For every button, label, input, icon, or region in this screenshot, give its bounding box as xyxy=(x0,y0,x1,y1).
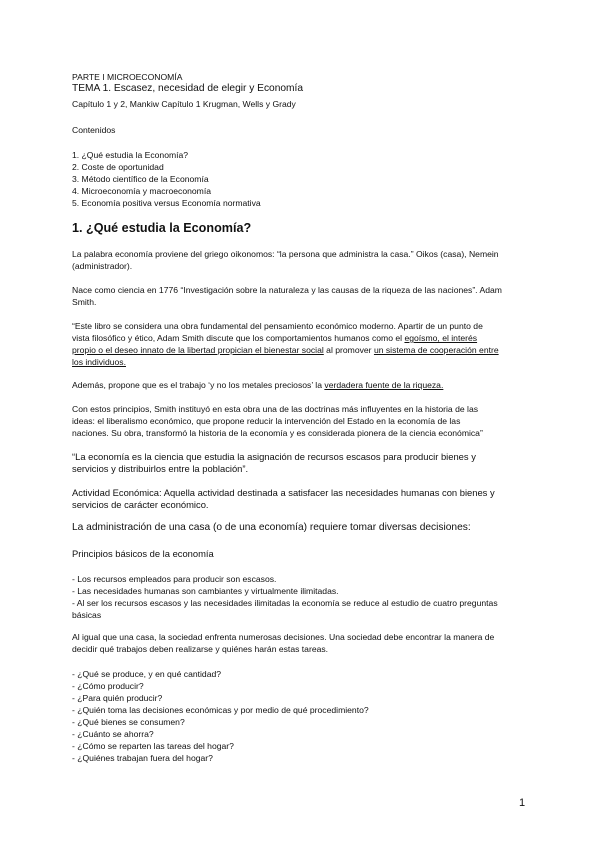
question-item: - ¿Cómo se reparten las tareas del hogar? xyxy=(72,741,234,751)
admin-statement: La administración de una casa (o de una economía) requiere tomar diversas decisiones: xyxy=(72,522,471,533)
topic-title: TEMA 1. Escasez, necesidad de elegir y Economía xyxy=(72,83,304,94)
question-item: - ¿Cómo producir? xyxy=(72,681,144,691)
question-item: - ¿Cuánto se ahorra? xyxy=(72,729,154,739)
quote-line xyxy=(72,345,499,355)
question-item: - ¿Qué bienes se consumen? xyxy=(72,717,185,727)
quote-text: vista filosófico y ético, Adam Smith discute que los comportamientos humanos como el xyxy=(72,333,405,343)
quote-line xyxy=(72,357,126,367)
underlined-text: verdadera fuente de la riqueza. xyxy=(324,380,444,390)
underlined-text: egoísmo, el interés xyxy=(404,333,478,343)
chapter-references: Capítulo 1 y 2, Mankiw Capítulo 1 Krugman, Wells y Grady xyxy=(72,99,296,109)
paragraph-line: (administrador). xyxy=(72,261,133,271)
paragraph-line: La palabra economía proviene del griego oikonomos: “la persona que administra la casa.” Oikos (casa), Nemein xyxy=(72,249,499,259)
paragraph-line: ideas: el liberalismo económico, que propone reducir la intervención del Estado en la economía de las xyxy=(72,416,461,426)
contents-item: 1. ¿Qué estudia la Economía? xyxy=(72,150,189,160)
contents-heading: Contenidos xyxy=(72,125,116,135)
quote-text: al promover xyxy=(323,345,374,355)
paragraph-line xyxy=(72,380,443,390)
paragraph-text: Además, propone que es el trabajo ‘y no los metales preciosos’ la xyxy=(72,380,325,390)
principle-item: - Los recursos empleados para producir son escasos. xyxy=(72,574,277,584)
definition-line: servicios y distribuirlos entre la población”. xyxy=(72,463,249,474)
underlined-text: un sistema de cooperación entre xyxy=(373,345,499,355)
question-item: - ¿Qué se produce, y en qué cantidad? xyxy=(72,669,222,679)
contents-item: 4. Microeconomía y macroeconomía xyxy=(72,186,211,196)
paragraph-line: decidir qué trabajos deben realizarse y quiénes harán estas tareas. xyxy=(72,644,329,654)
principle-item: - Al ser los recursos escasos y las necesidades ilimitadas la economía se reduce al estudio de cuatro preguntas xyxy=(72,598,498,608)
principles-heading: Principios básicos de la economía xyxy=(72,548,214,559)
definition-line: “La economía es la ciencia que estudia la asignación de recursos escasos para producir bienes y xyxy=(72,451,476,462)
quote-line: “Este libro se considera una obra fundamental del pensamiento económico moderno. Apartir de un punto de xyxy=(72,321,483,331)
contents-item: 2. Coste de oportunidad xyxy=(72,162,164,172)
contents-item: 3. Método científico de la Economía xyxy=(72,174,209,184)
underlined-text: los individuos. xyxy=(72,357,126,367)
paragraph-line: naciones. Su obra, transformó la historia de la economía y es considerada pionera de la ciencia económica” xyxy=(72,428,483,438)
paragraph-line: Smith. xyxy=(72,297,97,307)
principle-item: básicas xyxy=(72,610,102,620)
page-number: 1 xyxy=(519,797,526,809)
part-title: PARTE I MICROECONOMÍA xyxy=(72,72,183,82)
quote-line xyxy=(72,333,477,343)
underlined-text: propio o el deseo innato de la libertad propician el bienestar social xyxy=(72,345,324,355)
question-item: - ¿Para quién producir? xyxy=(72,693,163,703)
paragraph-line: Al igual que una casa, la sociedad enfrenta numerosas decisiones. Una sociedad debe encontrar la manera de xyxy=(72,632,495,642)
section-heading: 1. ¿Qué estudia la Economía? xyxy=(72,221,252,235)
question-item: - ¿Quiénes trabajan fuera del hogar? xyxy=(72,753,213,763)
principle-item: - Las necesidades humanas son cambiantes y virtualmente ilimitadas. xyxy=(72,586,339,596)
question-item: - ¿Quién toma las decisiones económicas y por medio de qué procedimiento? xyxy=(72,705,369,715)
paragraph-line: Nace como ciencia en 1776 “Investigación sobre la naturaleza y las causas de la riqueza de las naciones”. Adam xyxy=(72,285,502,295)
activity-line: Actividad Económica: Aquella actividad destinada a satisfacer las necesidades humanas con bienes y xyxy=(72,487,495,498)
paragraph-line: Con estos principios, Smith instituyó en esta obra una de las doctrinas más influyentes en la historia de las xyxy=(72,404,479,414)
activity-line: servicios de carácter económico. xyxy=(72,499,209,510)
contents-item: 5. Economía positiva versus Economía normativa xyxy=(72,198,261,208)
